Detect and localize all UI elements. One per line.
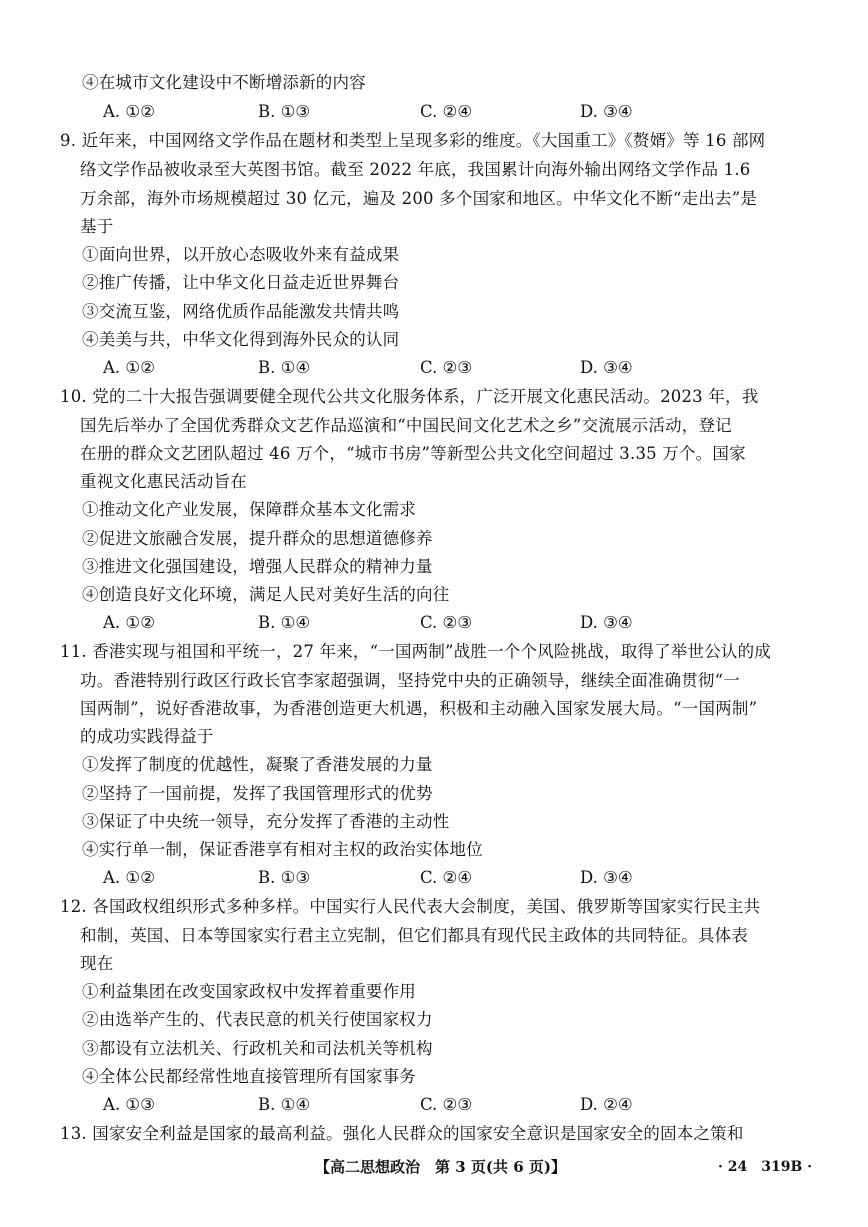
q8-option-4: ④在城市文化建设中不断增添新的内容 xyxy=(82,73,366,92)
q12-choice-d: D. ②④ xyxy=(580,1095,633,1114)
q12-choice-b: B. ①④ xyxy=(258,1095,311,1114)
q10-choice-d: D. ③④ xyxy=(580,613,633,632)
q9-option-2: ②推广传播，让中华文化日益走近世界舞台 xyxy=(82,273,400,292)
q10-choice-c: C. ②③ xyxy=(420,613,473,632)
q9-stem-line-2: 络文学作品被收录至大英图书馆。截至 2022 年底，我国累计向海外输出网络文学作品 1.6 xyxy=(80,160,751,179)
q9-choice-a: A. ①② xyxy=(103,358,155,377)
q9-stem-line-4: 基于 xyxy=(80,217,114,236)
q12-option-2: ②由选举产生的、代表民意的机关行使国家权力 xyxy=(82,1010,433,1029)
q11-choice-c: C. ②④ xyxy=(420,868,473,887)
q11-stem-line-3: 国两制”，说好香港故事，为香港创造更大机遇，积极和主动融入国家发展大局。“一国两制” xyxy=(80,699,758,718)
q10-option-4: ④创造良好文化环境，满足人民对美好生活的向往 xyxy=(82,585,450,604)
q11-option-3: ③保证了中央统一领导，充分发挥了香港的主动性 xyxy=(82,812,450,831)
q12-choice-c: C. ②③ xyxy=(420,1095,473,1114)
q13-stem-line-1: 13. 国家安全利益是国家的最高利益。强化人民群众的国家安全意识是国家安全的固本之策和 xyxy=(60,1124,744,1143)
q8-choice-a: A. ①② xyxy=(103,102,155,121)
q11-option-1: ①发挥了制度的优越性，凝聚了香港发展的力量 xyxy=(82,755,433,774)
q8-choice-b: B. ①③ xyxy=(258,102,311,121)
q11-stem-line-2: 功。香港特别行政区行政长官李家超强调，坚持党中央的正确领导，继续全面准确贯彻“一 xyxy=(80,671,740,690)
q11-choice-a: A. ①② xyxy=(103,868,155,887)
page-footer-code: · 24 319B · xyxy=(718,1159,813,1175)
q10-stem-line-1: 10. 党的二十大报告强调要健全现代公共文化服务体系，广泛开展文化惠民活动。2023 年，我 xyxy=(60,387,759,406)
q8-choice-d: D. ③④ xyxy=(580,102,633,121)
q11-choice-d: D. ③④ xyxy=(580,868,633,887)
q10-option-1: ①推动文化产业发展，保障群众基本文化需求 xyxy=(82,500,416,519)
q10-stem-line-3: 在册的群众文艺团队超过 46 万个，“城市书房”等新型公共文化空间超过 3.35 万个。国家 xyxy=(80,444,746,463)
q12-stem-line-1: 12. 各国政权组织形式多种多样。中国实行人民代表大会制度，美国、俄罗斯等国家实行民主共 xyxy=(60,897,761,916)
q11-stem-line-4: 的成功实践得益于 xyxy=(80,727,214,746)
q10-stem-line-2: 国先后举办了全国优秀群众文艺作品巡演和“中国民间文化艺术之乡”交流展示活动，登记 xyxy=(80,416,732,435)
q10-stem-line-4: 重视文化惠民活动旨在 xyxy=(80,472,247,491)
q9-choice-d: D. ③④ xyxy=(580,358,633,377)
q11-choice-b: B. ①③ xyxy=(258,868,311,887)
q12-choice-a: A. ①③ xyxy=(103,1095,155,1114)
q12-stem-line-3: 现在 xyxy=(80,954,114,973)
q9-choice-c: C. ②③ xyxy=(420,358,473,377)
q9-option-4: ④美美与共，中华文化得到海外民众的认同 xyxy=(82,330,400,349)
q9-option-3: ③交流互鉴，网络优质作品能激发共情共鸣 xyxy=(82,302,400,321)
q11-option-4: ④实行单一制，保证香港享有相对主权的政治实体地位 xyxy=(82,840,483,859)
q9-stem-line-1: 9. 近年来，中国网络文学作品在题材和类型上呈现多彩的维度。《大国重工》《赘婿》等 16 部网 xyxy=(60,131,766,150)
q8-choice-c: C. ②④ xyxy=(420,102,473,121)
q12-option-4: ④全体公民都经常性地直接管理所有国家事务 xyxy=(82,1067,416,1086)
q10-choice-a: A. ①② xyxy=(103,613,155,632)
q10-option-3: ③推进文化强国建设，增强人民群众的精神力量 xyxy=(82,557,433,576)
q12-stem-line-2: 和制，英国、日本等国家实行君主立宪制，但它们都具有现代民主政体的共同特征。具体表 xyxy=(80,926,748,945)
q9-option-1: ①面向世界，以开放心态吸收外来有益成果 xyxy=(82,245,400,264)
q9-choice-b: B. ①④ xyxy=(258,358,311,377)
q11-stem-line-1: 11. 香港实现与祖国和平统一，27 年来，“一国两制”战胜一个个风险挑战，取得了举世公认的成 xyxy=(60,642,771,661)
q12-option-3: ③都设有立法机关、行政机关和司法机关等机构 xyxy=(82,1039,433,1058)
q10-option-2: ②促进文旅融合发展，提升群众的思想道德修养 xyxy=(82,529,433,548)
q10-choice-b: B. ①④ xyxy=(258,613,311,632)
q12-option-1: ①利益集团在改变国家政权中发挥着重要作用 xyxy=(82,982,416,1001)
page-footer-title: 【高二思想政治 第 3 页(共 6 页)】 xyxy=(315,1158,566,1176)
q11-option-2: ②坚持了一国前提，发挥了我国管理形式的优势 xyxy=(82,784,433,803)
q9-stem-line-3: 万余部，海外市场规模超过 30 亿元，遍及 200 多个国家和地区。中华文化不断“走出去”是 xyxy=(80,189,758,208)
